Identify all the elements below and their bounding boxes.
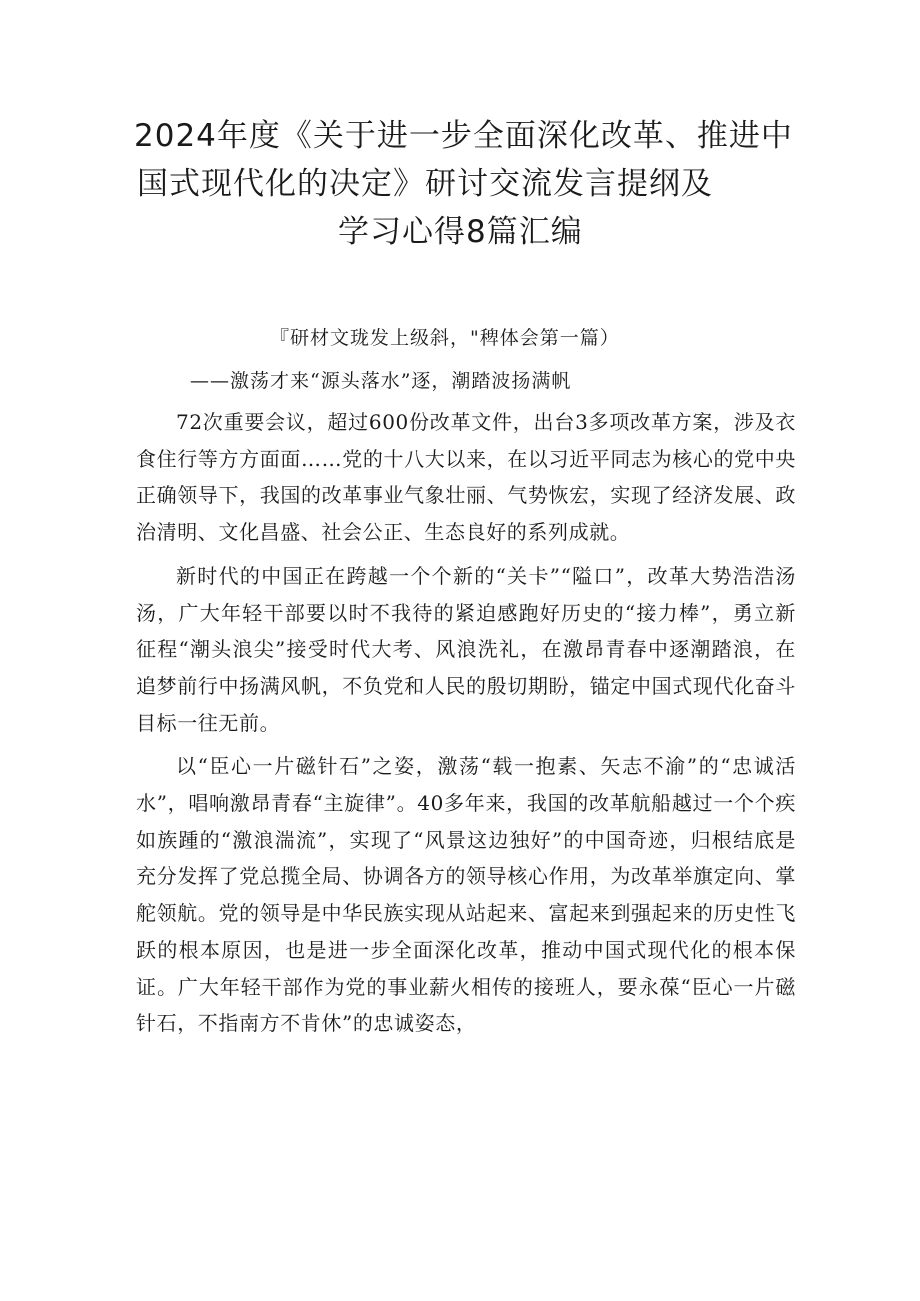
- title-line-3: 学习心得8篇汇编: [338, 214, 583, 250]
- section-subtitle: ——激荡才来“源头落水”逐，潮踏波扬满帆: [190, 370, 572, 392]
- section-heading: 『研材文珑发上级斜，"稗体会第一篇）: [270, 327, 620, 349]
- document-body: [136, 404, 796, 1042]
- title-line-1: 2024年度《关于进一步全面深化改革、推进中: [134, 118, 793, 154]
- body-paragraph: 新时代的中国正在跨越一个个新的“关卡”“隘口”，改革大势浩浩汤汤，广大年轻干部要以时不我待的紧迫感跑好历史的“接力棒”，勇立新征程“潮头浪尖”接受时代大考、风浪洗礼，在激昂青春中逐潮踏浪，在追梦前行中扬满风帆，不负党和人民的殷切期盼，锚定中国式现代化奋斗目标一往无前。: [136, 563, 796, 735]
- document-title: [120, 112, 800, 256]
- body-paragraph: 72次重要会议，超过600份改革文件，出台3多项改革方案，涉及衣食住行等方方面面……党的十八大以来，在以习近平同志为核心的党中央正确领导下，我国的改革事业气象壮丽、气势恢宏，实现了经济发展、政治清明、文化昌盛、社会公正、生态良好的系列成就。: [136, 410, 796, 545]
- title-line-2: 国式现代化的决定》研讨交流发言提纲及: [137, 166, 713, 202]
- body-paragraph: 以“臣心一片磁针石”之姿，激荡“载一抱素、矢志不渝”的“忠诚活水”，唱响激昂青春“主旋律”。40多年来，我国的改革航船越过一个个疾如族踵的“激浪湍流”，实现了“风景这边独好”的中国奇迹，归根结底是充分发挥了党总揽全局、协调各方的领导核心作用，为改革举旗定向、掌舵领航。党的领导是中华民族实现从站起来、富起来到强起来的历史性飞跃的根本原因，也是进一步全面深化改革，推动中国式现代化的根本保证。广大年轻干部作为党的事业薪火相传的接班人，要永葆“臣心一片磁针石，不指南方不肯休”的忠诚姿态，: [136, 754, 796, 1036]
